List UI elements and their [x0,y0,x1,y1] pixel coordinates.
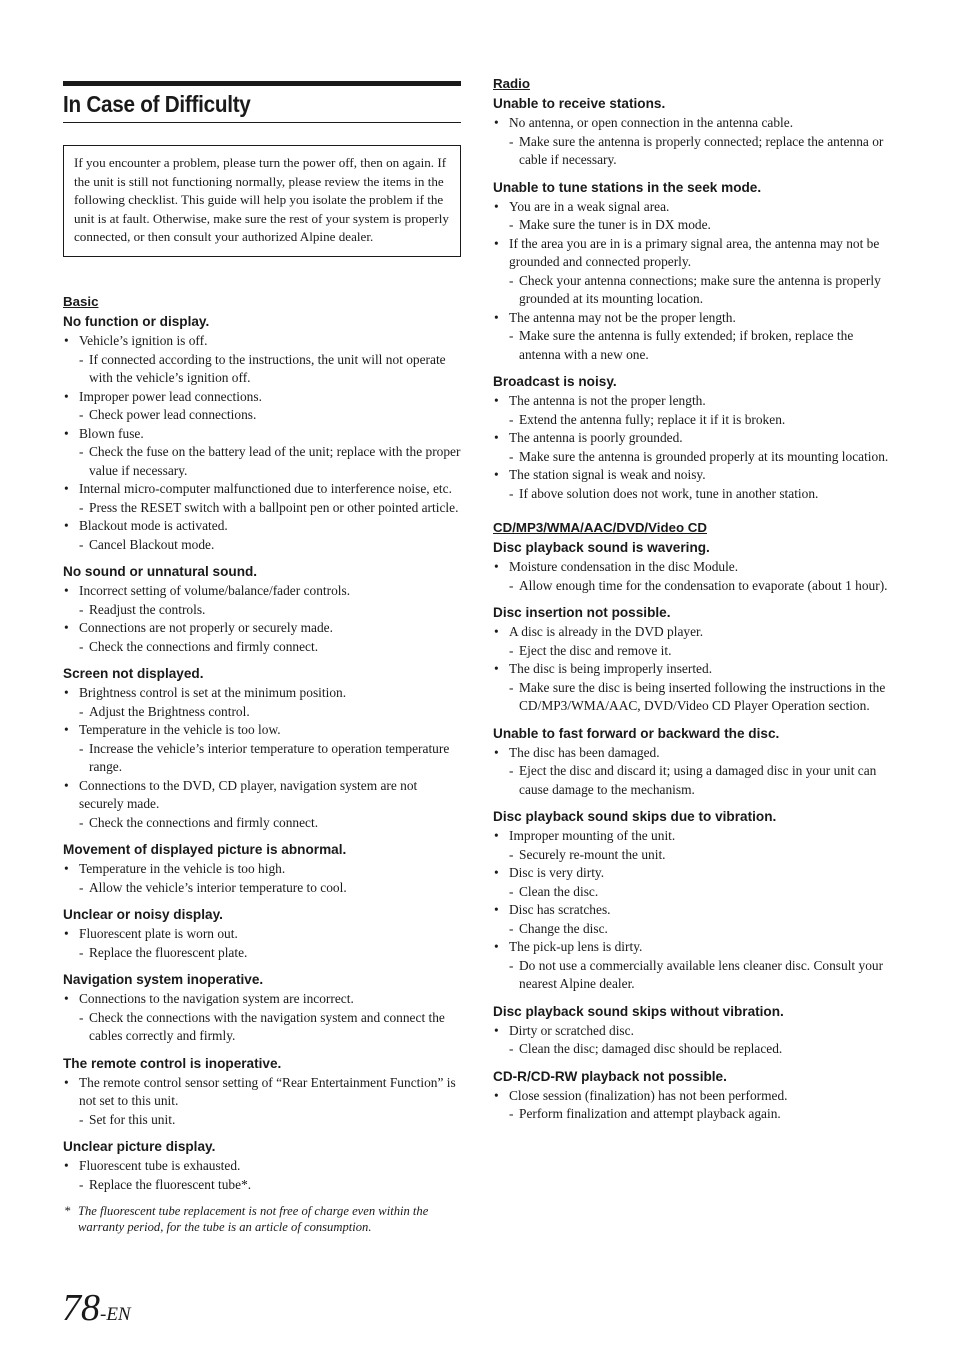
remedy-list [509,485,893,504]
cause-item [493,429,893,466]
cause-list [63,990,463,1046]
problem-heading: No function or display. [63,314,210,329]
remedy-item: - Extend the antenna fully; replace it if it is broken. [509,411,893,430]
remedy-item: - Check your antenna connections; make sure the antenna is properly grounded at its mounting location. [509,272,893,309]
remedy-list [79,1176,463,1195]
footnote-text: The fluorescent tube replacement is not free of charge even within the warranty period, for the tube is an article of consumption. [78,1204,429,1234]
footnote [63,1203,463,1235]
problem-heading: CD-R/CD-RW playback not possible. [493,1068,727,1084]
cause-item [63,1074,463,1130]
cause-list [493,744,893,800]
cause-text: Vehicle’s ignition is off. [79,333,208,348]
remedy-list [509,577,893,596]
remedy-item: - Clean the disc. [509,883,893,902]
remedy-list [79,944,463,963]
remedy-item: - Adjust the Brightness control. [79,703,463,722]
remedy-item: - Press the RESET switch with a ballpoint pen or other pointed article. [79,499,463,518]
remedy-list [509,642,893,661]
remedy-list [509,448,893,467]
remedy-list [509,1040,893,1059]
cause-text: You are in a weak signal area. [509,198,670,214]
remedy-item: - Check the fuse on the battery lead of the unit; replace with the proper value if necessary. [79,443,463,480]
cause-item [493,901,893,938]
cause-text: The disc is being improperly inserted. [509,661,713,676]
section-title: Radio [493,76,530,91]
remedy-list [79,703,463,722]
remedy-list [79,406,463,425]
remedy-list [79,499,463,518]
remedy-item: - Check the connections and firmly connect. [79,638,463,657]
cause-item [63,684,463,721]
cause-item [493,827,893,864]
remedy-item: - Securely re-mount the unit. [509,846,893,865]
remedy-list [509,883,893,902]
cause-item [493,466,893,503]
title-bottom-rule [63,122,461,123]
cause-item [493,114,893,170]
page-number-suffix: -EN [100,1304,131,1325]
remedy-item: - Change the disc. [509,920,893,939]
problem-heading: Navigation system inoperative. [63,972,264,987]
remedy-item: - Set for this unit. [79,1111,463,1130]
cause-item [63,425,463,481]
remedy-list [79,1009,463,1046]
remedy-list [509,411,893,430]
cause-item [493,198,893,235]
remedy-list [509,957,893,994]
remedy-list [79,879,463,898]
remedy-item: - Make sure the disc is being inserted following the instructions in the CD/MP3/WMA/AAC, DVD/Video CD Player Operation section. [509,679,893,716]
cause-list [493,827,893,994]
cause-list [493,1087,893,1124]
remedy-list [79,814,463,833]
remedy-list [79,601,463,620]
cause-text: Temperature in the vehicle is too low. [79,722,281,737]
problem-heading: Unable to receive stations. [493,96,666,111]
cause-list [63,860,463,897]
cause-list [493,392,893,503]
problem-heading: Unable to fast forward or backward the disc. [493,725,780,741]
page-number-value: 78 [62,1287,100,1329]
remedy-item: - If connected according to the instructions, the unit will not operate with the vehicle’s ignition off. [79,351,463,388]
cause-item [63,582,463,619]
cause-item [63,619,463,656]
section-title: CD/MP3/WMA/AAC/DVD/Video CD [493,520,707,535]
cause-text: Disc has scratches. [509,902,611,917]
cause-text: The antenna is poorly grounded. [509,430,683,445]
cause-item [63,990,463,1046]
remedy-item: - Allow the vehicle’s interior temperature to cool. [79,879,463,898]
cause-list [63,1157,463,1194]
cause-text: Disc is very dirty. [509,865,605,880]
cause-text: Blackout mode is activated. [79,518,228,533]
remedy-item: - Cancel Blackout mode. [79,536,463,555]
cause-list [493,558,893,595]
page-number [62,1286,131,1330]
problem-heading: Unclear or noisy display. [63,907,223,922]
cause-item [493,623,893,660]
problem-heading: Disc insertion not possible. [493,605,671,620]
remedy-list [509,1105,893,1124]
left-column [63,294,463,1235]
cause-text: Internal micro-computer malfunctioned due to interference noise, etc. [79,481,452,496]
remedy-item: - Eject the disc and remove it. [509,642,893,661]
remedy-item: - Make sure the antenna is properly connected; replace the antenna or cable if necessary. [509,133,893,170]
cause-item [63,480,463,517]
cause-item [493,235,893,309]
section-title: Basic [63,294,99,309]
left-sections [63,294,463,1194]
remedy-item: - Check the connections with the navigation system and connect the cables correctly and firmly. [79,1009,463,1046]
cause-item [493,660,893,716]
remedy-list [79,638,463,657]
remedy-item: - Do not use a commercially available lens cleaner disc. Consult your nearest Alpine dealer. [509,957,893,994]
cause-text: Connections to the navigation system are incorrect. [79,991,354,1006]
cause-text: Fluorescent tube is exhausted. [79,1158,241,1173]
cause-text: Temperature in the vehicle is too high. [79,861,286,876]
remedy-item: - Allow enough time for the condensation to evaporate (about 1 hour). [509,577,893,596]
remedy-item: - Clean the disc; damaged disc should be replaced. [509,1040,893,1059]
cause-text: A disc is already in the DVD player. [509,624,704,639]
cause-text: Connections are not properly or securely made. [79,620,333,635]
cause-text: The antenna may not be the proper length. [509,309,736,325]
remedy-item: - Check the connections and firmly connect. [79,814,463,833]
cause-text: If the area you are in is a primary signal area, the antenna may not be grounded and connected properly. [509,235,880,269]
cause-list [63,684,463,832]
remedy-item: - If above solution does not work, tune in another station. [509,485,893,504]
remedy-list [79,1111,463,1130]
problem-heading: Screen not displayed. [63,666,204,681]
remedy-list [509,679,893,716]
footnote-mark: * [64,1204,71,1218]
remedy-list [509,216,893,235]
remedy-list [79,740,463,777]
cause-text: Moisture condensation in the disc Module. [509,559,739,574]
remedy-item: - Readjust the controls. [79,601,463,620]
page-title: In Case of Difficulty [63,91,251,117]
cause-text: The antenna is not the proper length. [509,393,706,408]
cause-item [63,777,463,833]
cause-item [493,309,893,365]
problem-heading: Disc playback sound skips due to vibration. [493,809,777,824]
cause-item [63,721,463,777]
cause-text: Close session (finalization) has not been performed. [509,1087,788,1103]
intro-box: If you encounter a problem, please turn the power off, then on again. If the unit is still not functioning normally, please review the items in the following checklist. This guide will help you isolate the problem if the unit is at fault. Otherwise, make sure the rest of your system is properly connected, or then consult your authorized Alpine dealer. [63,145,461,257]
remedy-item: - Increase the vehicle’s interior temperature to operation temperature range. [79,740,463,777]
remedy-item: - Check power lead connections. [79,406,463,425]
cause-text: The pick-up lens is dirty. [509,939,643,954]
remedy-list [79,351,463,388]
cause-list [493,198,893,365]
remedy-item: - Perform finalization and attempt playback again. [509,1105,893,1124]
remedy-list [509,846,893,865]
cause-list [63,1074,463,1130]
page-title-block [63,81,461,123]
problem-heading: Unable to tune stations in the seek mode. [493,179,762,195]
problem-heading: Disc playback sound is wavering. [493,540,710,555]
problem-heading: Broadcast is noisy. [493,374,617,389]
cause-item [63,1157,463,1194]
cause-item [493,392,893,429]
problem-heading: Movement of displayed picture is abnormal. [63,842,347,857]
cause-list [493,114,893,170]
remedy-list [509,272,893,309]
cause-list [493,623,893,716]
remedy-list [509,920,893,939]
right-sections [493,76,893,1124]
cause-text: Brightness control is set at the minimum position. [79,685,347,700]
cause-item [63,517,463,554]
problem-heading: Unclear picture display. [63,1139,216,1154]
problem-heading: Disc playback sound skips without vibration. [493,1003,784,1019]
cause-item [493,558,893,595]
remedy-item: - Replace the fluorescent plate. [79,944,463,963]
remedy-item: - Replace the fluorescent tube*. [79,1176,463,1195]
cause-text: The disc has been damaged. [509,744,660,760]
cause-text: Improper power lead connections. [79,388,262,404]
cause-item [63,925,463,962]
remedy-list [509,327,893,364]
cause-text: No antenna, or open connection in the antenna cable. [509,115,794,130]
cause-item [63,388,463,425]
remedy-item: - Make sure the antenna is fully extended; if broken, replace the antenna with a new one. [509,327,893,364]
cause-list [493,1022,893,1059]
cause-text: Improper mounting of the unit. [509,828,676,843]
remedy-list [509,762,893,799]
remedy-item: - Make sure the antenna is grounded properly at its mounting location. [509,448,893,467]
cause-item [493,864,893,901]
problem-heading: No sound or unnatural sound. [63,564,258,579]
cause-list [63,332,463,554]
cause-item [493,938,893,994]
cause-text: The station signal is weak and noisy. [509,467,706,482]
cause-item [493,1022,893,1059]
right-column [493,76,893,1124]
cause-text: The remote control sensor setting of “Rear Entertainment Function” is not set to this unit. [79,1074,456,1108]
remedy-list [509,133,893,170]
cause-text: Dirty or scratched disc. [509,1022,634,1038]
remedy-list [79,443,463,480]
remedy-item: - Make sure the tuner is in DX mode. [509,216,893,235]
remedy-list [79,536,463,555]
cause-text: Connections to the DVD, CD player, navigation system are not securely made. [79,777,418,811]
cause-item [493,744,893,800]
cause-text: Fluorescent plate is worn out. [79,926,238,941]
cause-item [63,332,463,388]
cause-list [63,582,463,656]
remedy-item: - Eject the disc and discard it; using a damaged disc in your unit can cause damage to the mechanism. [509,762,893,799]
section-gap [493,503,893,520]
cause-item [63,860,463,897]
problem-heading: The remote control is inoperative. [63,1055,282,1071]
cause-text: Blown fuse. [79,425,144,441]
cause-item [493,1087,893,1124]
cause-list [63,925,463,962]
cause-text: Incorrect setting of volume/balance/fader controls. [79,583,351,598]
